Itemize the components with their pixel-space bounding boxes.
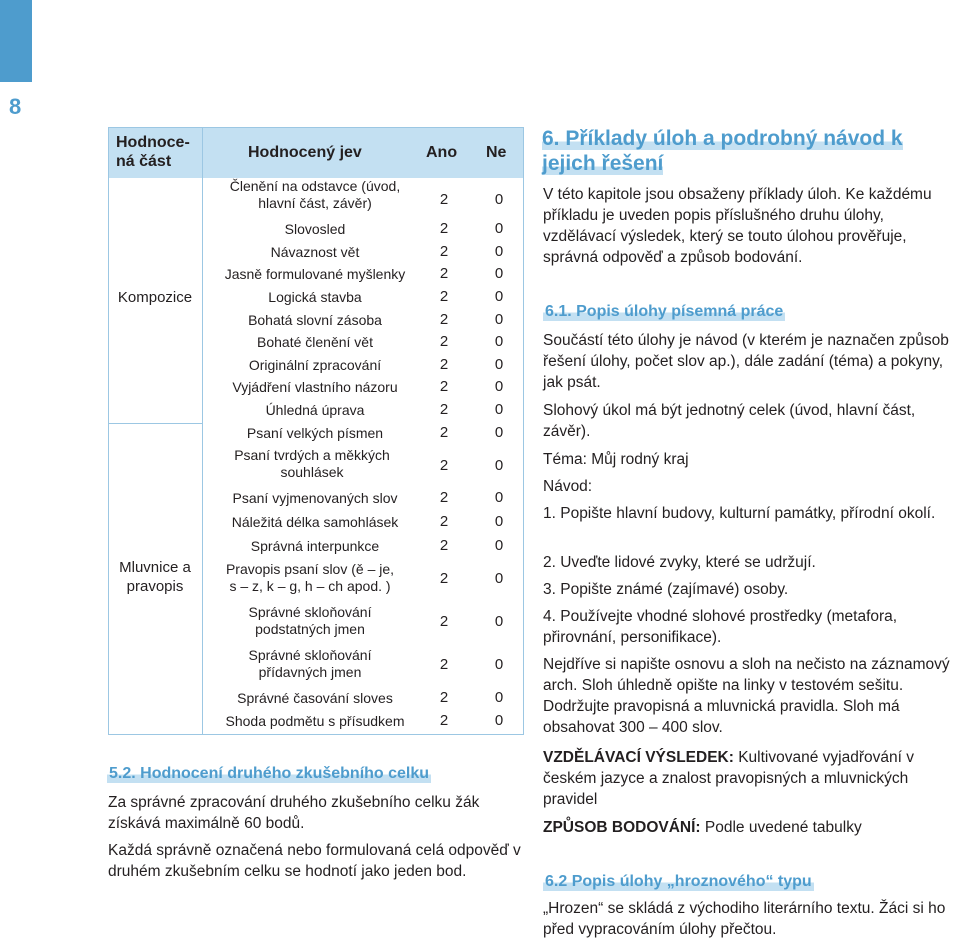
- table-row-label: Správné skloňování podstatných jmen: [248, 604, 372, 637]
- table-row-yes: 2: [439, 570, 449, 587]
- header-yes: Ano: [426, 144, 458, 161]
- table-row-yes: 2: [439, 457, 449, 474]
- list-item: 3. Popište známé (zajímavé) osoby.: [543, 581, 789, 598]
- section-heading-6-2: 6.2 Popis úlohy „hroznového“ typu: [545, 873, 812, 890]
- table-row-yes: 2: [439, 712, 449, 729]
- table-row-label: Logická stavba: [268, 289, 362, 305]
- scoring-method-label: ZPŮSOB BODOVÁNÍ:: [543, 819, 701, 836]
- table-row-yes: 2: [439, 689, 449, 706]
- table-row-no: 0: [494, 378, 504, 395]
- table-row-label: Náležitá délka samohlásek: [231, 514, 399, 530]
- header-no: Ne: [486, 144, 507, 161]
- table-row-label: Psaní vyjmenovaných slov: [232, 490, 398, 506]
- scoring-method-text: Podle uvedené tabulky: [700, 819, 862, 836]
- learning-outcome-text: Kultivované vyjadřování v českém jazyce a znalost pravopisných a mluvnických pravidel: [543, 749, 914, 808]
- list-item: 4. Používejte vhodné slohové prostředky (metafora, přirovnání, personifikace).: [543, 608, 898, 646]
- table-row-no: 0: [494, 220, 504, 237]
- learning-outcome-label: VZDĚLÁVACÍ VÝSLEDEK:: [543, 749, 734, 766]
- table-row-no: 0: [494, 712, 504, 729]
- group-grammar-spelling: Mluvnice a pravopis: [119, 559, 191, 595]
- table-row-no: 0: [494, 570, 504, 587]
- table-row-no: 0: [494, 457, 504, 474]
- table-row-no: 0: [494, 513, 504, 530]
- header-evaluated-part: Hodnoce-ná část: [116, 134, 190, 170]
- paragraph-writing-guidance: Nejdříve si napište osnovu a sloh na nečisto na záznamový arch. Sloh úhledně opište na linky v testovém sešitu. Dodržujte pravopisná a mluvnická pravidla. Sloh má obsahovat 300 – 400 slov.: [543, 656, 950, 736]
- table-row-yes: 2: [439, 613, 449, 630]
- table-row-label: Psaní tvrdých a měkkých souhlásek: [234, 447, 390, 480]
- table-row-label: Vyjádření vlastního názoru: [232, 379, 398, 395]
- paragraph-grape-task: „Hrozen“ se skládá z východiho literárního textu. Žáci si ho před vypracováním úlohy přečtou.: [543, 900, 946, 938]
- paragraph-max-points: Za správné zpracování druhého zkušebního celku žák získává maximálně 60 bodů.: [108, 794, 480, 832]
- paragraph-scoring-rule: Každá správně označená nebo formulovaná celá odpověď v druhém zkušebním celku se hodnotí jako jeden bod.: [108, 842, 521, 880]
- table-row-yes: 2: [439, 191, 449, 208]
- table-row-label: Originální zpracování: [248, 357, 382, 373]
- table-row-label: Úhledná úprava: [265, 402, 365, 418]
- table-row-no: 0: [494, 656, 504, 673]
- table-row-yes: 2: [439, 513, 449, 530]
- table-row-no: 0: [494, 356, 504, 373]
- table-row-label: Jasně formulované myšlenky: [224, 266, 406, 282]
- table-row-yes: 2: [439, 378, 449, 395]
- table-row-yes: 2: [439, 243, 449, 260]
- table-row-label: Správné časování sloves: [237, 690, 393, 706]
- section-heading-5-2: 5.2. Hodnocení druhého zkušebního celku: [109, 765, 430, 782]
- table-row-yes: 2: [439, 220, 449, 237]
- table-row-no: 0: [494, 333, 504, 350]
- table-row-yes: 2: [439, 356, 449, 373]
- paragraph-task-components: Součástí této úlohy je návod (v kterém je naznačen způsob řešení úlohy, počet slov ap.), dále zadání (téma) a pokyny, jak psát.: [543, 332, 949, 391]
- table-row-label: Členění na odstavce (úvod, hlavní část, závěr): [229, 178, 401, 211]
- table-row-no: 0: [494, 401, 504, 418]
- table-row-no: 0: [494, 489, 504, 506]
- table-row-no: 0: [494, 243, 504, 260]
- header-evaluated-phenomenon: Hodnocený jev: [248, 144, 362, 161]
- table-row-yes: 2: [439, 265, 449, 282]
- table-row-yes: 2: [439, 656, 449, 673]
- table-row-label: Slovosled: [284, 221, 346, 237]
- table-row-no: 0: [494, 424, 504, 441]
- section-heading-6-1: 6.1. Popis úlohy písemná práce: [545, 303, 784, 320]
- page-number: 8: [9, 94, 22, 119]
- table-row-yes: 2: [439, 489, 449, 506]
- table-row-no: 0: [494, 288, 504, 305]
- group-composition: Kompozice: [117, 289, 193, 306]
- table-row-yes: 2: [439, 424, 449, 441]
- table-row-no: 0: [494, 613, 504, 630]
- paragraph-instructions-label: Návod:: [543, 478, 593, 495]
- table-row-yes: 2: [439, 333, 449, 350]
- list-item: 1. Popište hlavní budovy, kulturní památky, přírodní okolí.: [543, 505, 936, 522]
- paragraph-chapter-intro: V této kapitole jsou obsaženy příklady úloh. Ke každému příkladu je uveden popis příslušného druhu úlohy, vzdělávací výsledek, který se touto úlohou prověřuje, správná odpověď a způsob bodování.: [543, 186, 932, 266]
- evaluation-table: [108, 127, 524, 735]
- table-row-yes: 2: [439, 401, 449, 418]
- paragraph-scoring-method: [543, 817, 960, 838]
- table-row-no: 0: [494, 191, 504, 208]
- table-row-label: Správná interpunkce: [250, 538, 380, 554]
- paragraph-topic: Téma: Můj rodný kraj: [543, 451, 689, 468]
- table-row-yes: 2: [439, 311, 449, 328]
- table-row-no: 0: [494, 311, 504, 328]
- paragraph-essay-unit: Slohový úkol má být jednotný celek (úvod, hlavní část, závěr).: [543, 402, 916, 440]
- table-row-yes: 2: [439, 288, 449, 305]
- list-item: 2. Uveďte lidové zvyky, které se udržují.: [543, 554, 816, 571]
- table-row-label: Pravopis psaní slov (ě – je, s – z, k – g, h – ch apod. ): [225, 561, 395, 594]
- table-row-label: Psaní velkých písmen: [246, 425, 384, 441]
- page-tab-marker: [0, 0, 32, 82]
- chapter-heading-text: 6. Příklady úloh a podrobný návod k jejich řešení: [542, 127, 903, 175]
- table-row-no: 0: [494, 537, 504, 554]
- table-row-no: 0: [494, 689, 504, 706]
- table-row-label: Bohaté členění vět: [257, 334, 373, 350]
- table-row-label: Bohatá slovní zásoba: [248, 312, 382, 328]
- table-row-yes: 2: [439, 537, 449, 554]
- paragraph-learning-outcome: [543, 747, 960, 810]
- table-row-label: Správné skloňování přídavných jmen: [248, 647, 372, 680]
- table-row-label: Návaznost vět: [270, 244, 360, 260]
- table-row-label: Shoda podmětu s přísudkem: [225, 713, 405, 729]
- chapter-heading-6: [542, 126, 960, 176]
- table-row-no: 0: [494, 265, 504, 282]
